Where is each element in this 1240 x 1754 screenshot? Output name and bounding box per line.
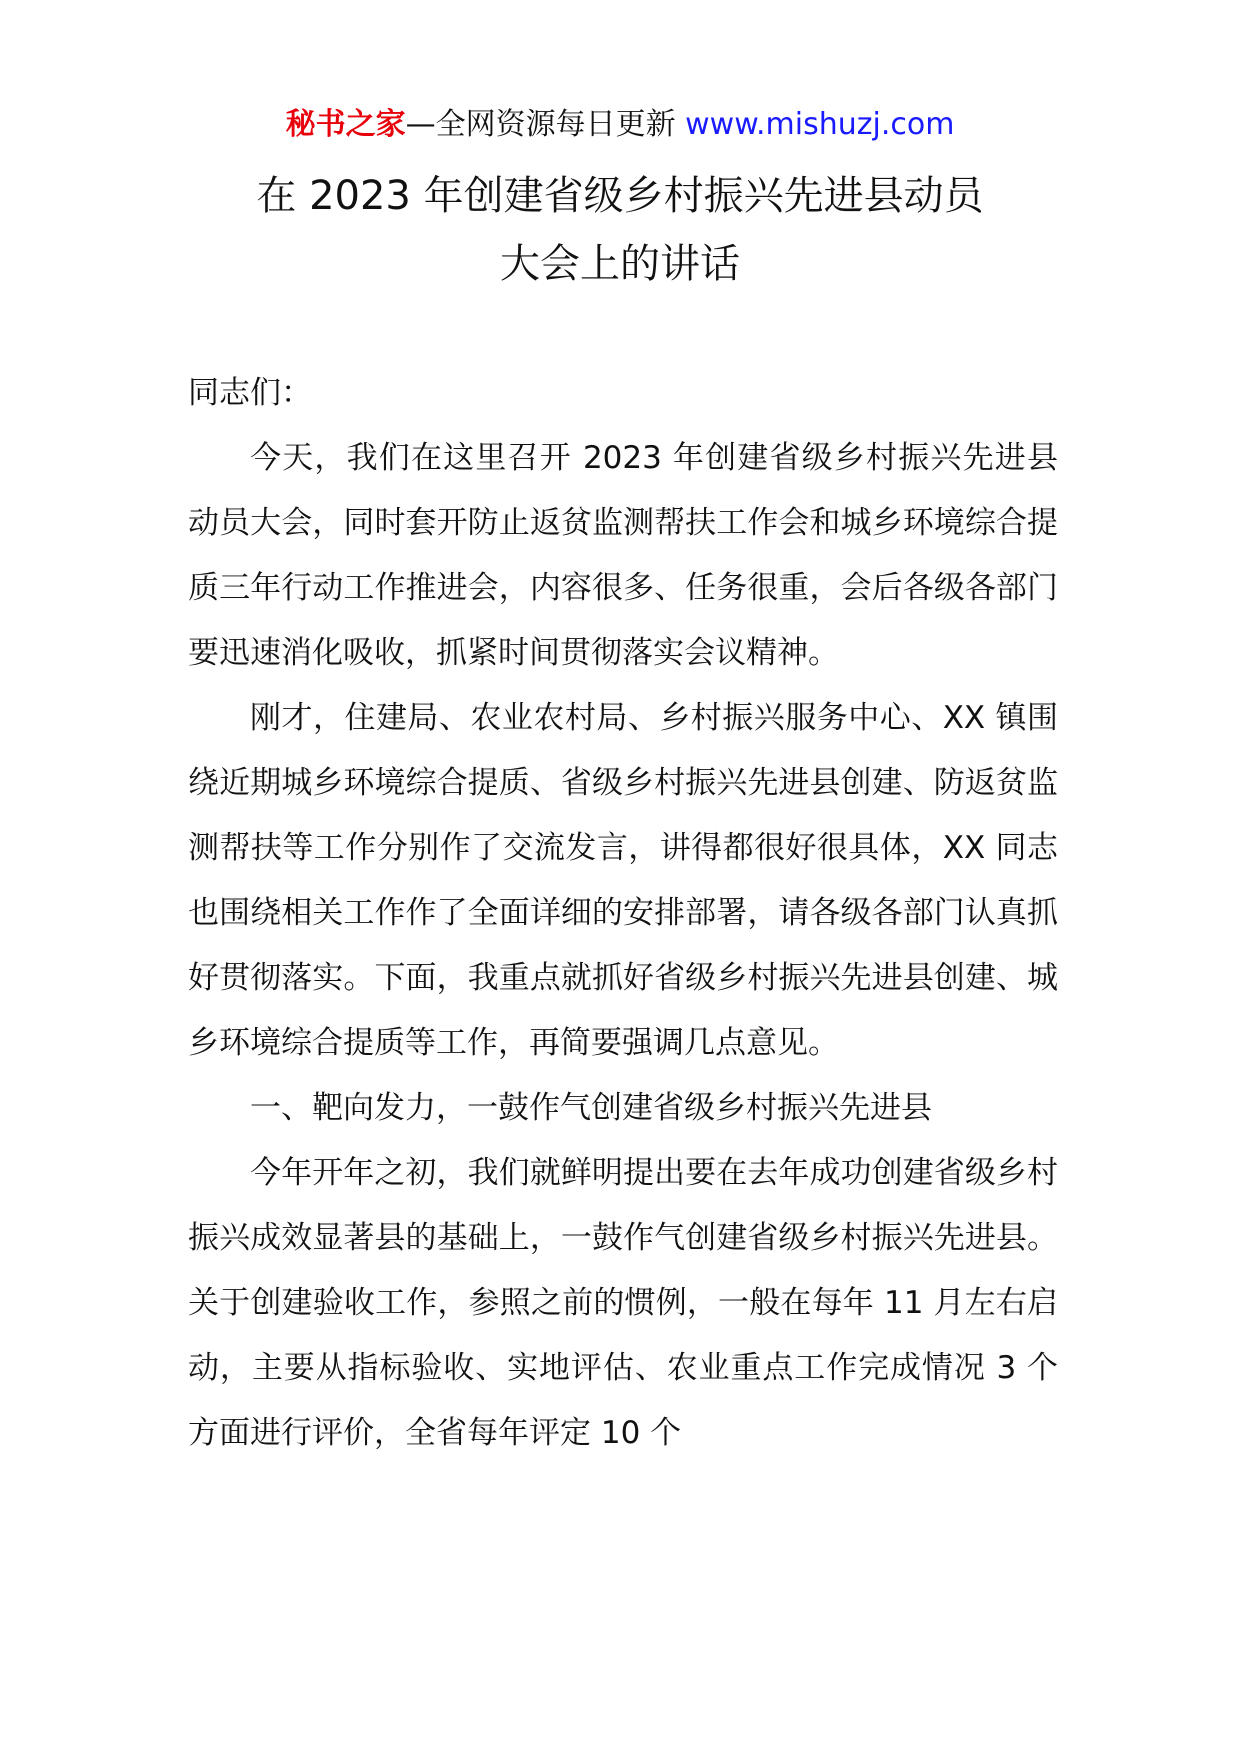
document-title <box>150 162 1090 298</box>
brand-name: 秘书之家 <box>285 107 406 142</box>
paragraph-2: 刚才，住建局、农业农村局、乡村振兴服务中心、XX 镇围绕近期城乡环境综合提质、省级乡村振兴先进县创建、防返贫监测帮扶等工作分别作了交流发言，讲得都很好很具体，XX 同志也围绕相关工作作了全面详细的安排部署，请各级各部门认真抓好贯彻落实。下面，我重点就抓好省级乡村振兴先进县创建、城乡环境综合提质等工作，再简要强调几点意见。 <box>188 700 1058 1061</box>
title-line-2: 大会上的讲话 <box>500 241 740 287</box>
document-body <box>188 361 1058 1466</box>
header-slogan: —全网资源每日更新 <box>405 107 676 142</box>
site-url-link[interactable]: www.mishuzj.com <box>685 107 955 142</box>
watermark-header <box>0 98 1240 152</box>
section-1-paragraph: 今年开年之初，我们就鲜明提出要在去年成功创建省级乡村振兴成效显著县的基础上，一鼓作气创建省级乡村振兴先进县。关于创建验收工作，参照之前的惯例，一般在每年 11 月左右启动，主要从指标验收、实地评估、农业重点工作完成情况 3 个方面进行评价，全省每年评定 10 个 <box>188 1155 1058 1451</box>
salutation: 同志们： <box>188 375 312 411</box>
paragraph-1: 今天，我们在这里召开 2023 年创建省级乡村振兴先进县动员大会，同时套开防止返贫监测帮扶工作会和城乡环境综合提质三年行动工作推进会，内容很多、任务很重，会后各级各部门要迅速消化吸收，抓紧时间贯彻落实会议精神。 <box>188 440 1058 671</box>
section-heading-1: 一、靶向发力，一鼓作气创建省级乡村振兴先进县 <box>250 1090 932 1126</box>
title-line-1: 在 2023 年创建省级乡村振兴先进县动员 <box>256 173 984 219</box>
